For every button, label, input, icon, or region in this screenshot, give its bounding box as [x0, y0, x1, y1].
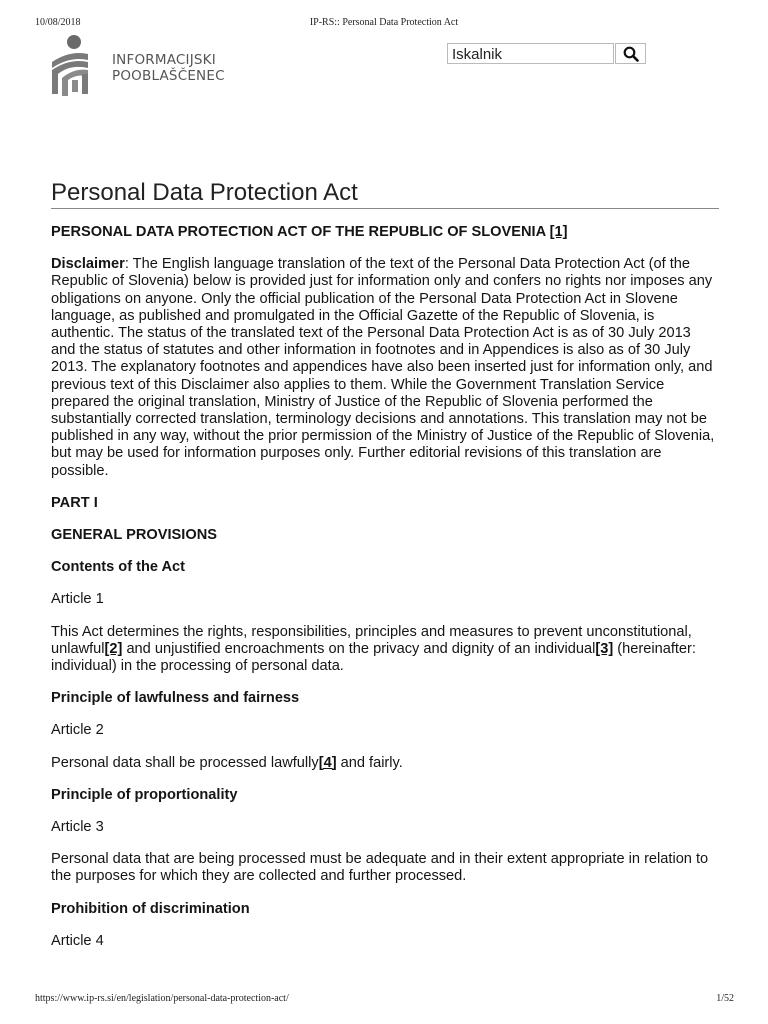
footnote-link-1[interactable]: [1] [549, 224, 568, 240]
search-input[interactable]: Iskalnik [447, 43, 614, 64]
part-heading: PART I [51, 494, 98, 511]
article-3-text: Personal data that are being processed must be adequate and in their extent appropriate in relation to the purposes for which they are collected and further processed. [51, 851, 709, 885]
article-1-part-2: and unjustified encroachments on the privacy and dignity of an individual [122, 640, 596, 657]
article-1-part-1: This Act determines the rights, responsibilities, principles and measures to prevent unconstitutional, unlawful [51, 623, 692, 657]
search-button[interactable] [615, 43, 646, 64]
print-url: https://www.ip-rs.si/en/legislation/personal-data-protection-act/ [35, 993, 289, 1004]
print-page-number: 1/52 [716, 993, 734, 1004]
print-date: 10/08/2018 [35, 17, 81, 28]
site-logo[interactable] [50, 34, 250, 98]
footnote-link-2[interactable]: [2] [104, 640, 123, 657]
logo-mark-icon [50, 34, 110, 98]
disclaimer-text: : The English language translation of the text of the Personal Data Protection Act (of the Republic of Slovenia) below is provided just for information only and confers no rights nor imposes any obligations on anyone. Only the official publication of the Personal Data Protection Act in Slovene language, as published and promulgated in the Official Gazette of the Republic of Slovenia, is authentic. The status of the translated text of the Personal Data Protection Act is as of 30 July 2013 and the status of statutes and other information in footnotes and in Appendices is also as of 30 July 2013. The explanatory footnotes and appendices have also been inserted just for information only, and previous text of this Disclaimer also applies to them. While the Government Translation Service prepared the original translation, Ministry of Justice of the Republic of Slovenia performed the substantially corrected translation, terminology decisions and annotations. This translation may not be published in any way, without the prior permission of the Ministry of Justice of the Republic of Slovenia, but may be used for information purposes only. Further editorial revisions of this translation are possible. [51, 256, 715, 479]
print-header [0, 17, 768, 31]
search-form [447, 43, 646, 66]
article-1-part-3: (hereinafter: individual) in the processing of personal data. [51, 640, 696, 675]
disclaimer-label: Disclaimer [51, 256, 125, 273]
act-heading-text: PERSONAL DATA PROTECTION ACT OF THE REPUBLIC OF SLOVENIA [51, 224, 550, 240]
article-1-title: Article 1 [51, 591, 104, 608]
article-1-text [51, 624, 719, 676]
discrimination-heading: Prohibition of discrimination [51, 900, 250, 917]
logo-line-2: POOBLAŠČENEC [112, 68, 225, 84]
general-provisions-heading: GENERAL PROVISIONS [51, 527, 217, 544]
article-4-title: Article 4 [51, 932, 104, 949]
print-title: IP-RS:: Personal Data Protection Act [309, 17, 459, 28]
lawfulness-heading: Principle of lawfulness and fairness [51, 690, 300, 707]
logo-line-1: INFORMACIJSKI [112, 52, 216, 68]
search-icon [623, 46, 639, 62]
main-content [51, 178, 719, 950]
article-3-title: Article 3 [51, 819, 104, 836]
logo-text [112, 52, 225, 84]
print-footer [0, 993, 768, 1007]
article-2-text [51, 755, 719, 772]
contents-heading: Contents of the Act [51, 559, 186, 576]
act-heading [51, 224, 719, 241]
page-title: Personal Data Protection Act [51, 178, 719, 209]
article-2-part-1: Personal data shall be processed lawfully [51, 754, 319, 771]
footnote-link-3[interactable]: [3] [595, 640, 614, 657]
article-2-title: Article 2 [51, 722, 104, 739]
footnote-link-4[interactable]: [4] [318, 754, 337, 771]
proportionality-heading: Principle of proportionality [51, 786, 238, 803]
disclaimer [51, 256, 719, 480]
article-2-part-2: and fairly. [336, 754, 403, 771]
